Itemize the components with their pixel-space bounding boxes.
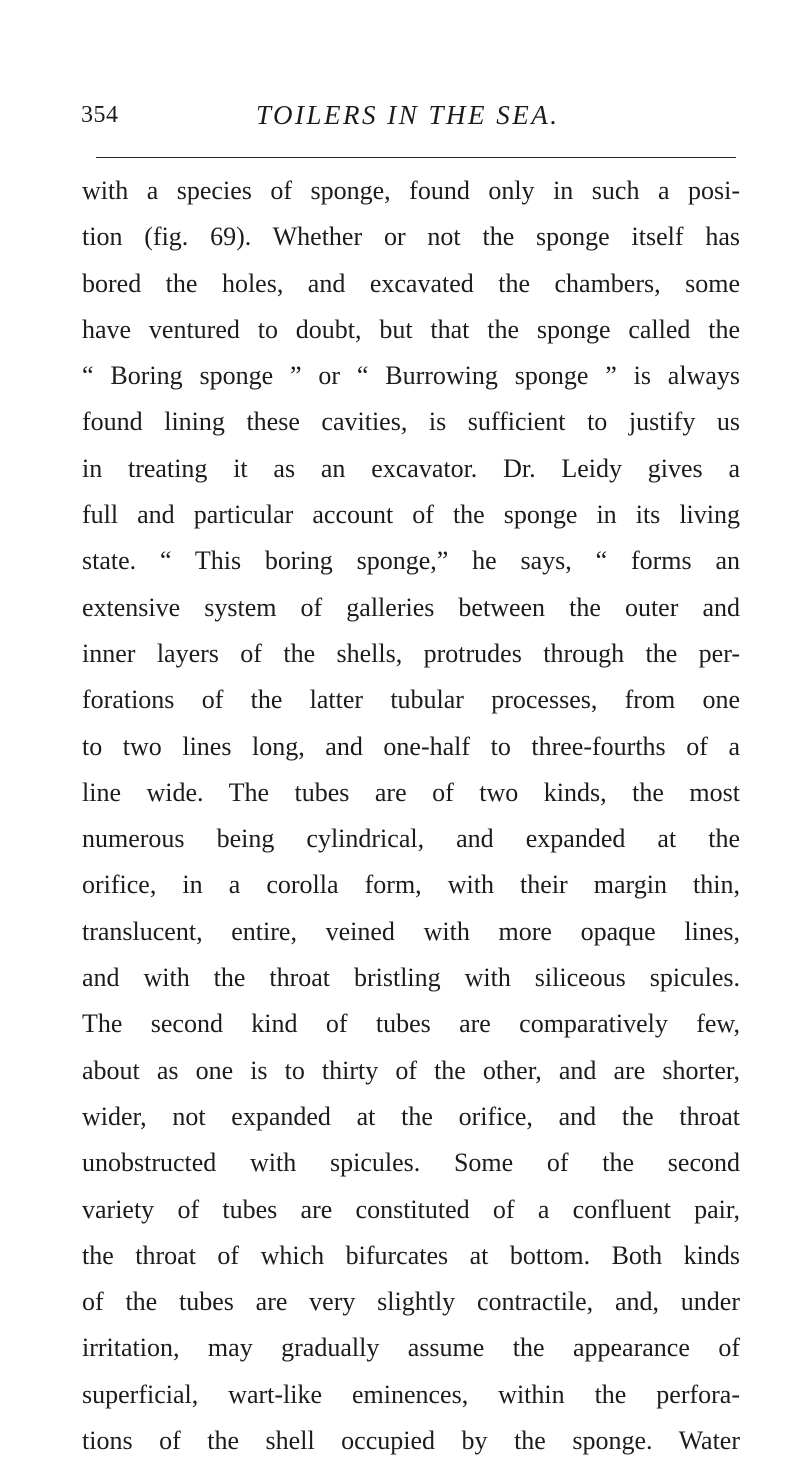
text-line: forations of the latter tubular processes, from one	[82, 685, 740, 715]
text-line: superficial, wart-like eminences, within the perfora-	[82, 1379, 740, 1409]
text-line: the throat of which bifurcates at bottom. Both kinds	[82, 1240, 740, 1270]
text-line: full and particular account of the sponge in its living	[82, 500, 740, 530]
text-line: in treating it as an excavator. Dr. Leidy gives a	[82, 453, 740, 483]
text-line: and with the throat bristling with siliceous spicules.	[82, 963, 740, 993]
page-number: 354	[81, 102, 119, 128]
text-line: numerous being cylindrical, and expanded at the	[82, 824, 740, 854]
text-line: inner layers of the shells, protrudes through the per-	[82, 638, 740, 668]
text-line: variety of tubes are constituted of a confluent pair,	[82, 1194, 740, 1224]
text-line: found lining these cavities, is sufficient to justify us	[82, 407, 740, 437]
text-line: “ Boring sponge ” or “ Burrowing sponge ” is always	[82, 361, 740, 391]
text-line: line wide. The tubes are of two kinds, the most	[82, 777, 740, 807]
text-line: tions of the shell occupied by the sponge. Water	[82, 1426, 740, 1456]
text-line: of the tubes are very slightly contractile, and, under	[82, 1287, 740, 1317]
text-line: wider, not expanded at the orifice, and the throat	[82, 1101, 740, 1131]
text-line: bored the holes, and excavated the chambers, some	[82, 268, 740, 298]
page-header	[81, 102, 741, 136]
text-line: extensive system of galleries between the outer and	[82, 592, 740, 622]
text-line: orifice, in a corolla form, with their margin thin,	[82, 870, 740, 900]
text-line: tion (fig. 69). Whether or not the sponge itself has	[82, 222, 740, 252]
text-line: translucent, entire, veined with more opaque lines,	[82, 916, 740, 946]
text-line: to two lines long, and one-half to three-fourths of a	[82, 731, 740, 761]
text-line: The second kind of tubes are comparatively few,	[82, 1009, 740, 1039]
text-line: have ventured to doubt, but that the sponge called the	[82, 314, 740, 344]
running-head: TOILERS IN THE SEA.	[256, 100, 560, 130]
text-line: irritation, may gradually assume the appearance of	[82, 1333, 740, 1363]
text-line: unobstructed with spicules. Some of the second	[82, 1148, 740, 1178]
text-line: state. “ This boring sponge,” he says, “ forms an	[82, 546, 740, 576]
header-rule	[96, 157, 736, 158]
text-line: with a species of sponge, found only in such a posi-	[82, 176, 740, 205]
text-line: about as one is to thirty of the other, and are shorter,	[82, 1055, 740, 1085]
body-text	[82, 168, 740, 1464]
